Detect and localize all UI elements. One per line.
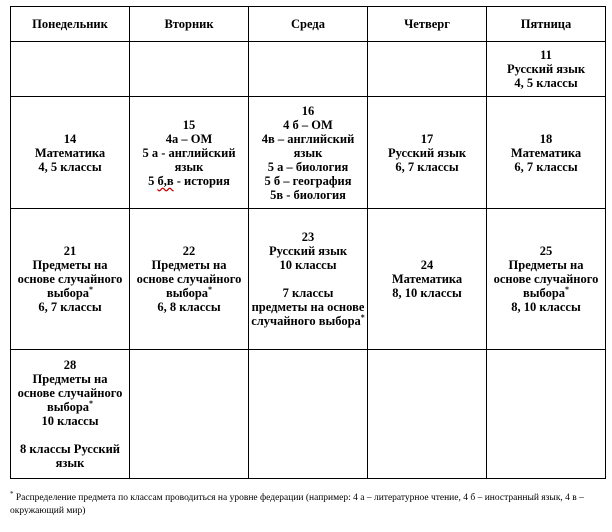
week-row xyxy=(11,209,606,350)
extra-note: 8 классы Русский язык xyxy=(19,442,121,470)
day-number: 28 xyxy=(63,358,77,372)
footnote-mark: * xyxy=(89,398,94,408)
subject: предметы на основе случайного выбора* xyxy=(251,300,365,328)
subject: Математика xyxy=(510,145,582,160)
cell-day-24 xyxy=(368,209,487,350)
classes: 4, 5 классы xyxy=(38,159,102,174)
subject: Предметы на основе случайного выбора* xyxy=(493,258,599,300)
cell-empty xyxy=(249,350,368,479)
header-row xyxy=(11,7,606,42)
footnote-mark: * xyxy=(360,312,365,322)
footnote-mark: * xyxy=(89,284,94,294)
day-number: 15 xyxy=(182,117,196,132)
classes: 10 классы xyxy=(279,258,337,272)
schedule-line: 4в – английский язык xyxy=(261,131,355,160)
classes: 7 классы xyxy=(282,286,334,300)
classes: 6, 8 классы xyxy=(157,300,221,314)
cell-day-23 xyxy=(249,209,368,350)
day-number: 22 xyxy=(182,244,196,258)
week-row xyxy=(11,42,606,97)
subject: Предметы на основе случайного выбора* xyxy=(136,258,242,300)
cell-day-14 xyxy=(11,97,130,209)
week-row xyxy=(11,97,606,209)
subject: Предметы на основе случайного выбора* xyxy=(17,372,123,414)
subject: Предметы на основе случайного выбора* xyxy=(17,258,123,300)
subject: Русский язык xyxy=(387,145,467,160)
schedule-line: 5 б,в - история xyxy=(148,173,230,188)
schedule-table xyxy=(10,6,606,479)
spellcheck-mark: б,в xyxy=(157,173,174,188)
header-tuesday: Вторник xyxy=(130,7,249,42)
day-number: 23 xyxy=(301,230,315,244)
schedule-line: 5 а – биология xyxy=(267,159,349,174)
header-friday: Пятница xyxy=(487,7,606,42)
spacer xyxy=(251,272,365,286)
day-number: 17 xyxy=(420,131,434,146)
cell-empty xyxy=(368,350,487,479)
classes: 8, 10 классы xyxy=(392,286,462,300)
cell-empty xyxy=(130,42,249,97)
cell-empty xyxy=(11,42,130,97)
week-row xyxy=(11,350,606,479)
cell-day-16 xyxy=(249,97,368,209)
day-number: 21 xyxy=(63,244,77,258)
day-number: 16 xyxy=(301,103,315,118)
footnote-text: Распределение предмета по классам проводиться на уровне федерации (например: 4 а – литературное чтение, 4 б – иностранный язык, 4 в – окружающий мир) xyxy=(10,493,584,516)
classes: 4, 5 классы xyxy=(514,76,578,90)
subject: Русский язык xyxy=(268,244,348,258)
classes: 6, 7 классы xyxy=(395,159,459,174)
cell-empty xyxy=(487,350,606,479)
cell-day-17 xyxy=(368,97,487,209)
schedule-line: 5 а - английский язык xyxy=(142,145,236,174)
spacer xyxy=(13,428,127,442)
subject: Русский язык xyxy=(506,62,586,76)
day-number: 24 xyxy=(420,258,434,272)
header-thursday: Четверг xyxy=(368,7,487,42)
cell-day-22 xyxy=(130,209,249,350)
cell-day-21 xyxy=(11,209,130,350)
classes: 10 классы xyxy=(41,414,99,428)
cell-day-18 xyxy=(487,97,606,209)
cell-empty xyxy=(249,42,368,97)
cell-day-25 xyxy=(487,209,606,350)
classes: 8, 10 классы xyxy=(511,300,581,314)
footnote-mark: * xyxy=(208,284,213,294)
cell-empty xyxy=(368,42,487,97)
classes: 6, 7 классы xyxy=(38,300,102,314)
footnote-mark: * xyxy=(565,284,570,294)
schedule-line: 5в - биология xyxy=(270,187,346,202)
day-number: 18 xyxy=(539,131,553,146)
classes: 6, 7 классы xyxy=(514,159,578,174)
header-wednesday: Среда xyxy=(249,7,368,42)
day-number: 11 xyxy=(540,48,552,62)
subject: Математика xyxy=(34,145,106,160)
day-number: 25 xyxy=(539,244,553,258)
schedule-line: 4а – ОМ xyxy=(165,131,213,146)
schedule-line: 4 б – ОМ xyxy=(283,117,333,132)
schedule-line: 5 б – география xyxy=(264,173,352,188)
header-monday: Понедельник xyxy=(11,7,130,42)
day-number: 14 xyxy=(63,131,77,146)
cell-day-15 xyxy=(130,97,249,209)
cell-empty xyxy=(130,350,249,479)
footnote xyxy=(10,489,600,518)
cell-day-28 xyxy=(11,350,130,479)
subject: Математика xyxy=(391,272,463,286)
cell-day-11 xyxy=(487,42,606,97)
footnote-mark: * xyxy=(10,489,14,498)
